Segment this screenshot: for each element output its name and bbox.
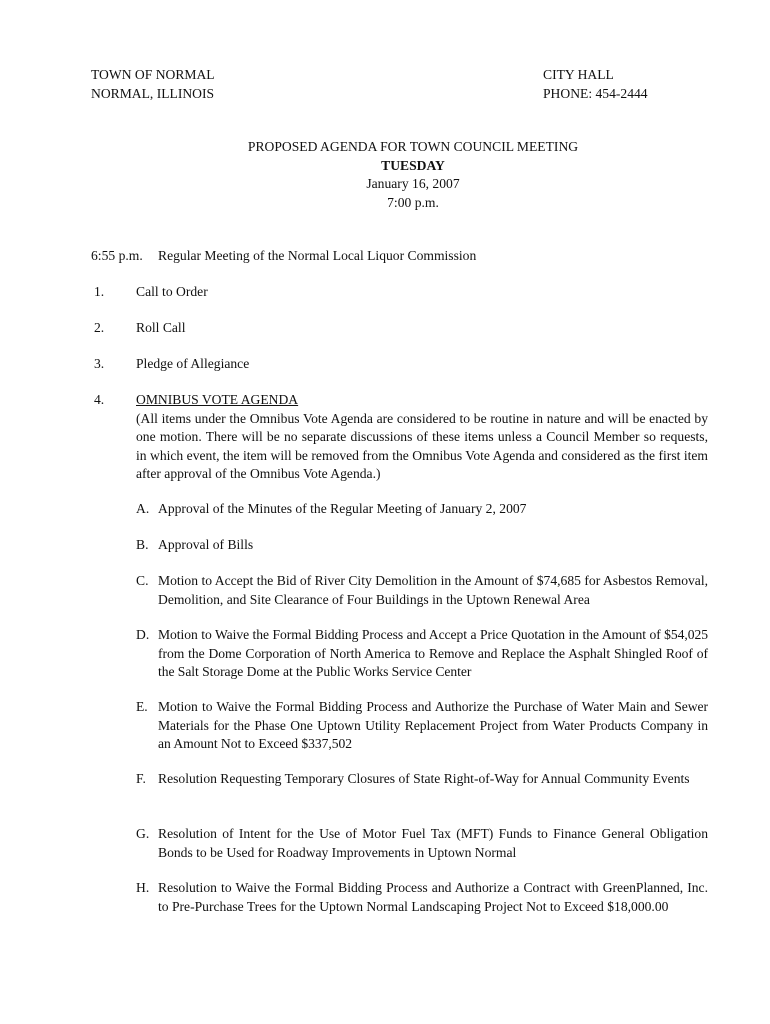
- meeting-date: January 16, 2007: [366, 176, 460, 191]
- town-name: TOWN OF NORMAL: [91, 67, 215, 82]
- sub-item-letter: H.: [136, 880, 150, 895]
- liquor-commission-item: [91, 247, 476, 266]
- item-number: 4.: [94, 392, 105, 407]
- omnibus-heading: OMNIBUS VOTE AGENDA: [136, 392, 299, 407]
- sub-item-letter: C.: [136, 573, 149, 588]
- agenda-title: PROPOSED AGENDA FOR TOWN COUNCIL MEETING: [247, 139, 579, 154]
- sub-item-text: Approval of Bills: [158, 537, 254, 552]
- sub-item-letter: F.: [136, 771, 146, 786]
- sub-item-d: [136, 626, 708, 682]
- sub-item-letter: G.: [136, 826, 150, 841]
- pre-item-time: 6:55 p.m.: [91, 248, 143, 263]
- item-number: 1.: [94, 284, 105, 299]
- sub-item-text: Motion to Accept the Bid of River City Demolition in the Amount of $74,685 for Asbestos Removal, Demolition, and Site Clearance of Four Buildings in the Uptown Renewal Area: [158, 573, 708, 607]
- sub-item-c: [136, 572, 708, 609]
- sub-item-text: Resolution Requesting Temporary Closures of State Right-of-Way for Annual Community Events: [158, 771, 690, 786]
- sub-item-text: Resolution to Waive the Formal Bidding Process and Authorize a Contract with GreenPlanned, Inc. to Pre-Purchase Trees for the Uptown Normal Landscaping Project Not to Exceed $18,000.00: [158, 880, 708, 914]
- item-number: 2.: [94, 320, 105, 335]
- sub-item-h: [136, 879, 708, 916]
- sub-item-text: Motion to Waive the Formal Bidding Process and Accept a Price Quotation in the Amount of $54,025 from the Dome Corporation of North America to Remove and Replace the Asphalt Shingled Roof of the Salt Storage Dome at the Public Works Service Center: [158, 627, 708, 679]
- sub-item-text: Motion to Waive the Formal Bidding Process and Authorize the Purchase of Water Main and Sewer Materials for the Phase One Uptown Utility Replacement Project from Water Products Company in an Amount Not to Exceed $337,502: [158, 699, 708, 751]
- sub-item-e: [136, 698, 708, 754]
- pre-item-text: Regular Meeting of the Normal Local Liquor Commission: [158, 248, 477, 263]
- town-location: NORMAL, ILLINOIS: [91, 85, 215, 101]
- sub-item-a: [136, 500, 708, 519]
- item-text: Roll Call: [136, 320, 186, 335]
- header-left: [91, 66, 391, 103]
- header-right: [543, 66, 743, 103]
- sub-item-f: [136, 770, 708, 789]
- title-block: [28, 138, 770, 212]
- office-name: CITY HALL: [543, 67, 614, 82]
- meeting-time: 7:00 p.m.: [387, 194, 439, 210]
- sub-item-text: Resolution of Intent for the Use of Motor Fuel Tax (MFT) Funds to Finance General Obligation Bonds to be Used for Roadway Improvements in Uptown Normal: [158, 826, 708, 860]
- sub-item-letter: B.: [136, 537, 149, 552]
- item-text: Pledge of Allegiance: [136, 356, 250, 371]
- sub-item-letter: D.: [136, 627, 150, 642]
- omnibus-note: (All items under the Omnibus Vote Agenda are considered to be routine in nature and will be enacted by one motion. There will be no separate discussions of these items unless a Council Member so requests, in which event, the item will be removed from the Omnibus Vote Agenda and considered as the first item after approval of the Omnibus Vote Agenda.): [136, 410, 708, 481]
- item-body: [136, 391, 708, 484]
- sub-item-letter: E.: [136, 699, 148, 714]
- sub-item-g: [136, 825, 708, 862]
- item-text: Call to Order: [136, 284, 208, 299]
- item-number: 3.: [94, 356, 105, 371]
- sub-item-text: Approval of the Minutes of the Regular Meeting of January 2, 2007: [158, 501, 527, 516]
- meeting-day: TUESDAY: [381, 157, 445, 173]
- office-phone: PHONE: 454-2444: [543, 85, 648, 101]
- sub-item-b: [136, 536, 708, 555]
- sub-item-letter: A.: [136, 501, 150, 516]
